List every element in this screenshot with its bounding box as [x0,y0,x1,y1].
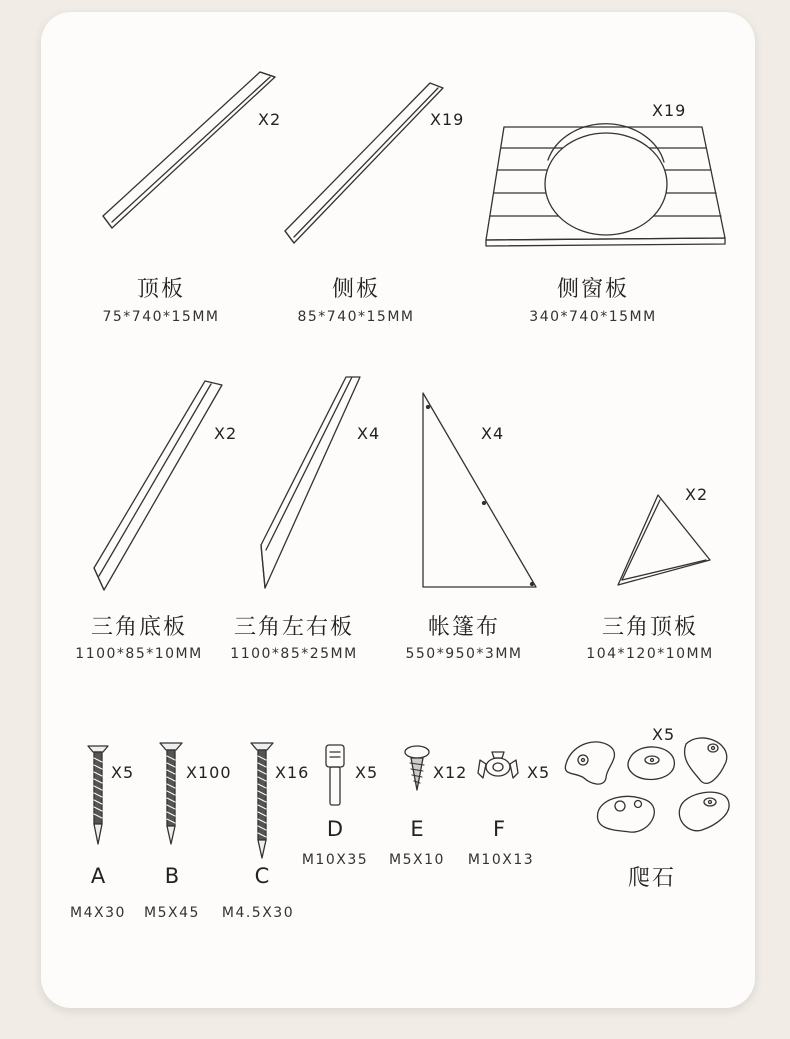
hardware-d-letter: D [326,817,344,841]
tent-cloth-name: 帐篷布 [427,615,501,640]
hardware-a-qty: X5 [111,763,135,782]
hardware-f-letter: F [492,817,506,841]
screw-icon [88,746,108,844]
triangle-top-board-qty: X2 [685,485,709,504]
side-window-panel-dims: 340*740*15MM [529,309,657,325]
hardware-b-qty: X100 [186,763,232,782]
tent-cloth-dims: 550*950*3MM [405,646,523,662]
hardware-b-letter: B [164,864,180,888]
triangle-top-board-dims: 104*120*10MM [586,646,714,662]
side-window-panel-qty: X19 [652,101,687,120]
triangle-bottom-board-drawing [94,381,222,590]
triangle-side-board-drawing [261,377,360,588]
hardware-e-spec: M5X10 [389,852,445,868]
screw-icon [160,743,182,844]
triangle-top-board-name: 三角顶板 [601,615,699,640]
triangle-side-board-name: 三角左右板 [233,615,355,640]
hardware-e-qty: X12 [433,763,468,782]
tent-cloth-drawing [423,393,536,587]
t-nut-icon [478,752,518,778]
hardware-f-qty: X5 [527,763,551,782]
side-board-qty: X19 [430,110,465,129]
hardware-c-spec: M4.5X30 [221,905,295,921]
hardware-b-spec: M5X45 [144,905,200,921]
hardware-d-spec: M10X35 [301,852,369,868]
socket-bolt-icon [326,745,344,805]
top-board-name: 顶板 [136,277,186,302]
climbing-holds-qty: X5 [652,725,676,744]
tent-cloth-qty: X4 [481,424,505,443]
side-window-panel-drawing [486,124,725,246]
side-board-name: 侧板 [331,277,381,302]
triangle-bottom-board-qty: X2 [214,424,238,443]
hardware-a-letter: A [90,864,106,888]
side-board-dims: 85*740*15MM [297,309,415,325]
triangle-bottom-board-name: 三角底板 [90,615,188,640]
hardware-c-qty: X16 [275,763,310,782]
triangle-side-board-dims: 1100*85*25MM [230,646,358,662]
side-window-panel-name: 侧窗板 [556,277,630,302]
hardware-f-spec: M10X13 [467,852,535,868]
top-board-drawing [103,72,275,228]
hardware-e-letter: E [410,817,424,841]
hardware-c-letter: C [254,864,270,888]
climbing-hold-icon [565,738,729,832]
top-board-dims: 75*740*15MM [102,309,220,325]
top-board-qty: X2 [258,110,282,129]
side-board-drawing [285,83,443,243]
hardware-a-spec: M4X30 [70,905,126,921]
pan-screw-icon [405,746,429,790]
triangle-top-board-drawing [618,495,710,585]
hardware-d-qty: X5 [355,763,379,782]
climbing-holds-name: 爬石 [627,866,677,891]
screw-icon [251,743,273,858]
triangle-bottom-board-dims: 1100*85*10MM [75,646,203,662]
triangle-side-board-qty: X4 [357,424,381,443]
